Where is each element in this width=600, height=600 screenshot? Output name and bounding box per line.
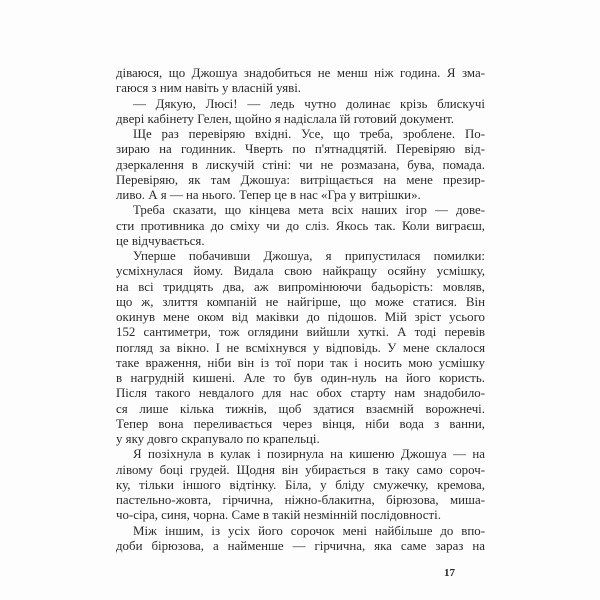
text-line: на всі тридцять два, аж випромінюючи бадьорість: мовляв,	[116, 279, 485, 294]
text-line: Між іншим, із усіх його сорочок мені найбільше до впо-	[133, 523, 485, 538]
text-line: двері кабінету Гелен, щойно я надіслала їй готовий документ.	[116, 111, 455, 126]
text-line: Перевіряю, як там Джошуа: витріщається на мене презир-	[116, 172, 485, 187]
text-line: Треба сказати, що кінцева мета всіх наших ігор — дове-	[133, 203, 485, 218]
text-line: таке враження, ніби він із тої пори так і носить мою усмішку	[116, 355, 485, 370]
text-line: усміхнулася йому. Видала свою найкращу осяйну усмішку,	[116, 264, 485, 279]
text-line: Я позіхнула в кулак і позирнула на кишеню Джошуа — на	[133, 447, 485, 462]
text-line: діваюся, що Джошуа знадобиться не менш ніж година. Я зма-	[116, 66, 485, 80]
text-line: сти противника до сміху чи до сліз. Якось так. Коли виграєш,	[116, 218, 485, 233]
text-line: гаюся з ним навіть у власній уяві.	[116, 81, 302, 96]
text-line: окинув мене оком від маківки до підошов. Мій зріст усього	[116, 310, 485, 324]
text-line: дзеркалення в лискучій стіні: чи не розмазана, бува, помада.	[116, 157, 485, 172]
text-line: доби бірюзова, а найменше — гірчична, яка саме зараз на	[116, 538, 485, 553]
text-line: пастельно-жовта, гірчична, ніжно-блакитна, бірюзова, миша-	[116, 493, 485, 507]
text-line: Тепер вона переливається через вінця, ніби вода з ванни,	[116, 416, 485, 431]
text-line: лівому боці грудей. Щодня він убирається в таку само сороч-	[116, 462, 485, 477]
text-line: що ж, злиття компаній не найгірше, що може статися. Він	[116, 294, 485, 309]
text-line: чо-сіра, синя, чорна. Саме в такій незмінній послідовності.	[116, 508, 441, 523]
text-line: — Дякую, Люсі! — ледь чутно долинає крізь блискучі	[133, 96, 485, 111]
text-line: Після такого невдалого для нас обох старту нам знадобило-	[116, 386, 485, 401]
text-line: зираю на годинник. Чверть по п'ятнадцятій. Перевіряю від-	[116, 142, 485, 157]
text-line: ся лише кілька тижнів, щоб здатися взаємній ворожнечі.	[116, 401, 485, 416]
text-line: в нагрудній кишені. Але то був один-нуль на його користь.	[116, 371, 485, 385]
text-line: погляд за вікно. І не всміхнувся у відповідь. У мене склалося	[116, 340, 485, 355]
text-line: це відчувається.	[116, 233, 205, 248]
page-number: 17	[444, 567, 455, 579]
text-line: 152 сантиметри, тож оглядини вийшли хуткі. А тоді перевів	[116, 325, 485, 340]
text-line: Уперше побачивши Джошуа, я припустилася помилки:	[133, 249, 485, 263]
text-line: у яку довго скрапувало по крапельці.	[116, 432, 320, 446]
text-line: ку, тільки іншого відтінку. Біла, у бліду смужечку, кремова,	[116, 477, 485, 492]
text-line: Ще раз перевіряю вхідні. Усе, що треба, зроблене. По-	[133, 127, 485, 141]
page-body-text	[116, 66, 485, 554]
text-line: ливо. А я — на нього. Тепер це в нас «Гра у витрішки».	[116, 188, 421, 202]
